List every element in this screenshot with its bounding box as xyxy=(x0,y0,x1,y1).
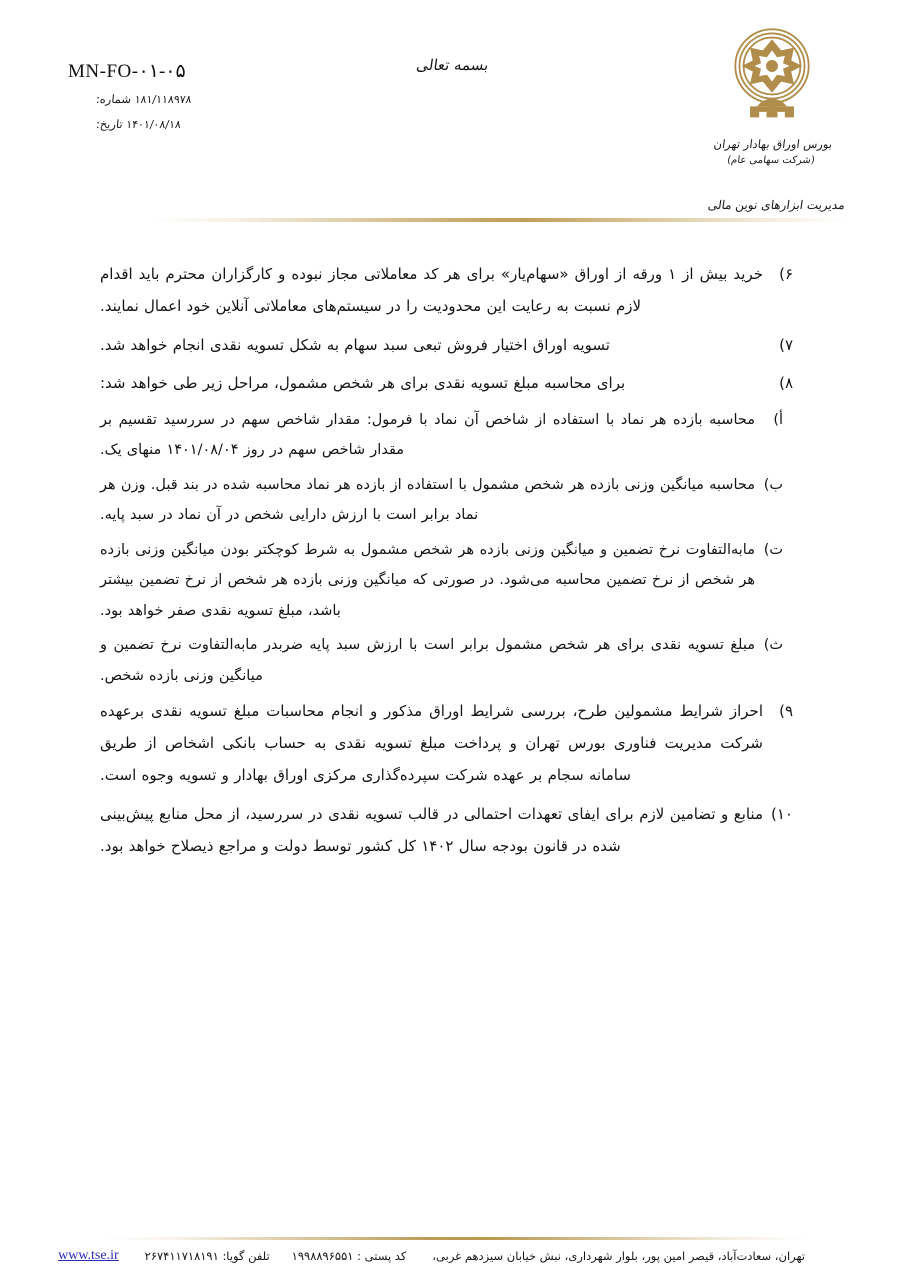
document-body xyxy=(100,258,793,868)
list-item xyxy=(100,798,793,863)
shomareh-label: شماره: xyxy=(95,92,132,106)
organization-name: بورس اوراق بهادار تهران xyxy=(712,137,834,151)
tehran-stock-exchange-logo-icon xyxy=(717,22,827,132)
footer-postal-value: ۱۹۹۸۸۹۶۵۵۱ xyxy=(291,1249,354,1263)
sub-list-item xyxy=(100,630,783,691)
list-item-number: ۱۰) xyxy=(771,804,793,823)
list-item xyxy=(100,258,793,323)
sub-list-item xyxy=(100,405,783,466)
sub-list-item-number: ت) xyxy=(763,541,783,558)
tarikh-label: تاریخ: xyxy=(95,117,124,131)
sub-list-item-text: مابه‌التفاوت نرخ تضمین و میانگین وزنی بازده هر شخص مشمول به شرط کوچکتر بودن میانگین وزنی بازده هر شخص از نرخ تضمین محاسبه می‌شود. در صورتی که میانگین وزنی بازده هر شخص از نرخ تضمین بیشتر باشد، مبلغ تسویه نقدی صفر خواهد بود. xyxy=(100,541,755,619)
document-meta xyxy=(96,92,246,142)
sub-list xyxy=(100,405,783,691)
footer-phone-value: ۲۶۷۴۱۱۷۱۸۱۹۱ xyxy=(144,1249,219,1263)
department-name: مدیریت ابزارهای نوین مالی xyxy=(707,198,846,212)
list-item xyxy=(100,695,793,792)
list-item-text: تسویه اوراق اختیار فروش تبعی سبد سهام به شکل تسویه نقدی انجام خواهد شد. xyxy=(100,335,610,354)
footer-website-link[interactable]: www.tse.ir xyxy=(58,1248,119,1263)
sub-list-item xyxy=(100,470,783,531)
list-item-number: ۹) xyxy=(779,701,793,720)
document-footer xyxy=(58,1237,805,1264)
organization-caption xyxy=(685,136,859,168)
sub-list-item-number: ث) xyxy=(763,637,783,654)
footer-phone xyxy=(145,1249,270,1263)
footer-postal-label: کد پستی : xyxy=(357,1249,407,1263)
sub-list-item-text: محاسبه میانگین وزنی بازده هر شخص مشمول با استفاده از بازده هر نماد محاسبه شده در بند قبل. وزن هر نماد برابر است با ارزش دارایی شخص در آن نماد در سبد پایه. xyxy=(100,476,755,524)
shomareh-value: ۱۸۱/۱۱۸۹۷۸ xyxy=(134,93,193,106)
sub-list-item-text: محاسبه بازده هر نماد با استفاده از شاخص آن نماد با فرمول: مقدار شاخص سهم در سررسید تقسیم بر مقدار شاخص سهم در روز ۱۴۰۱/۰۸/۰۴ منهای یک. xyxy=(100,412,755,459)
meta-row-shomareh xyxy=(95,92,246,106)
list-item-text: احراز شرایط مشمولین طرح، بررسی شرایط اوراق مذکور و انجام محاسبات مبلغ تسویه نقدی برعهده شرکت مدیریت فناوری بورس تهران و پرداخت مبلغ تسویه نقدی به حساب بانکی اشخاص از طریق سامانه سجام بر عهده شرکت سپرده‌گذاری مرکزی اوراق بهادار و تسویه وجوه است. xyxy=(100,701,763,785)
footer-contact-row xyxy=(58,1248,805,1264)
sub-list-item-text: مبلغ تسویه نقدی برای هر شخص مشمول برابر است با ارزش سبد پایه ضربدر مابه‌التفاوت نرخ تضمین و میانگین وزنی بازده شخص. xyxy=(100,637,755,684)
footer-postal-code xyxy=(292,1249,407,1263)
organization-logo-block xyxy=(687,22,857,168)
list-item-text: برای محاسبه مبلغ تسویه نقدی برای هر شخص مشمول، مراحل زیر طی خواهد شد: xyxy=(100,373,626,392)
header-divider xyxy=(150,218,847,222)
document-header xyxy=(0,0,905,212)
list-item xyxy=(100,329,793,361)
list-item-number: ۶) xyxy=(779,265,793,283)
sub-list-item-number: أ) xyxy=(773,412,783,428)
basmala-text: بسمه تعالی xyxy=(415,56,490,74)
list-item-text: منابع و تضامین لازم برای ایفای تعهدات احتمالی در قالب تسویه نقدی در سررسید، از محل منابع پیش‌بینی شده در قانون بودجه سال ۱۴۰۲ کل کشور توسط دولت و مراجع ذیصلاح خواهد بود. xyxy=(100,804,763,855)
footer-address: تهران، سعادت‌آباد، قیصر امین پور، بلوار شهرداری، نبش خیابان سیزدهم غربی، xyxy=(432,1249,805,1263)
footer-divider xyxy=(100,1237,805,1240)
organization-subtitle: (شرکت سهامی عام) xyxy=(726,155,816,167)
sub-list-item xyxy=(100,535,783,626)
sub-list-item-number: ب) xyxy=(763,476,783,493)
document-code: MN-FO-۰۱-۰۵ xyxy=(68,61,186,82)
list-item xyxy=(100,367,793,399)
list-item-number: ۷) xyxy=(779,335,793,354)
footer-phone-label: تلفن گویا: xyxy=(222,1249,270,1263)
meta-row-tarikh xyxy=(95,117,246,131)
tarikh-value: ۱۴۰۱/۰۸/۱۸ xyxy=(125,118,182,131)
list-item-number: ۸) xyxy=(779,373,793,392)
list-item-text: خرید بیش از ۱ ورقه از اوراق «سهام‌یار» برای هر کد معاملاتی مجاز نبوده و کارگزاران محترم باید اقدام لازم نسبت به رعایت این محدودیت را در سیستم‌های معاملاتی آنلاین خود اعمال نمایند. xyxy=(100,265,763,316)
